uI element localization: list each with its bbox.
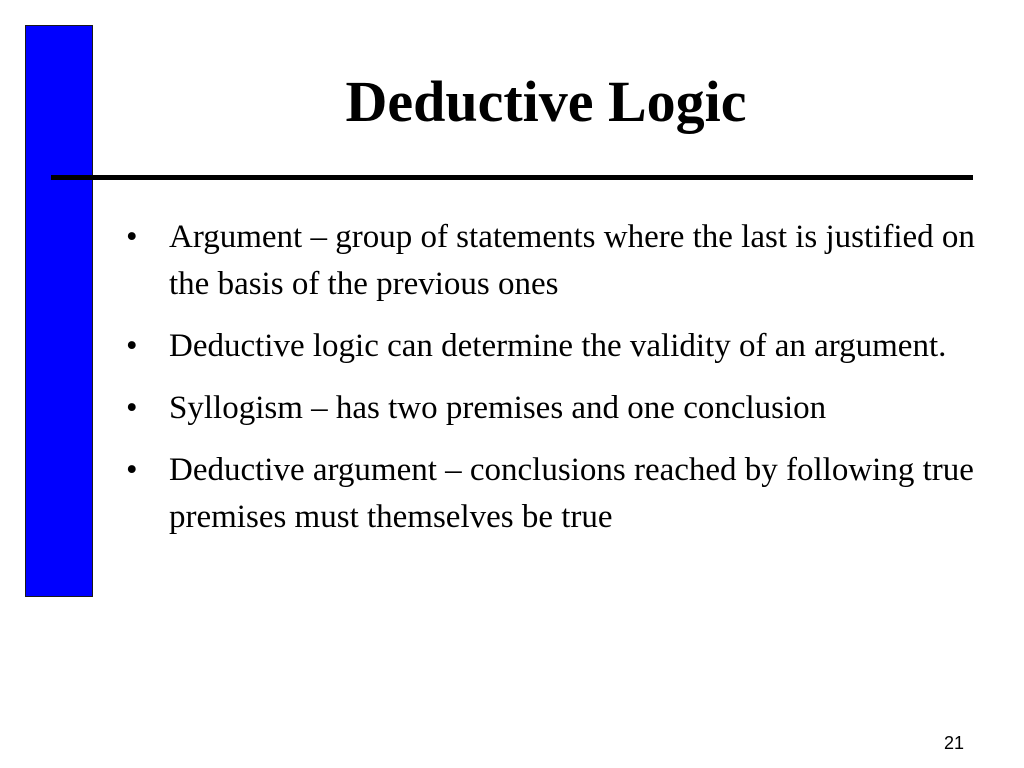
bullet-item <box>126 385 996 432</box>
bullet-text: Argument – group of statements where the last is justified on the basis of the previous ones <box>169 219 975 302</box>
bullet-icon: • <box>126 390 138 426</box>
bullet-icon: • <box>126 219 138 255</box>
bullet-text: Deductive logic can determine the validity of an argument. <box>169 328 947 364</box>
bullet-icon: • <box>126 328 138 364</box>
slide-title: Deductive Logic <box>345 69 747 134</box>
bullet-text: Deductive argument – conclusions reached by following true premises must themselves be true <box>169 452 974 535</box>
bullet-item <box>126 447 996 541</box>
blue-accent-bar <box>25 25 93 597</box>
bullet-item <box>126 214 996 308</box>
bullet-list <box>126 214 996 556</box>
title-divider <box>51 175 973 180</box>
bullet-text: Syllogism – has two premises and one conclusion <box>169 390 827 426</box>
bullet-icon: • <box>126 452 138 488</box>
page-number: 21 <box>943 733 964 753</box>
bullet-item <box>126 323 996 370</box>
